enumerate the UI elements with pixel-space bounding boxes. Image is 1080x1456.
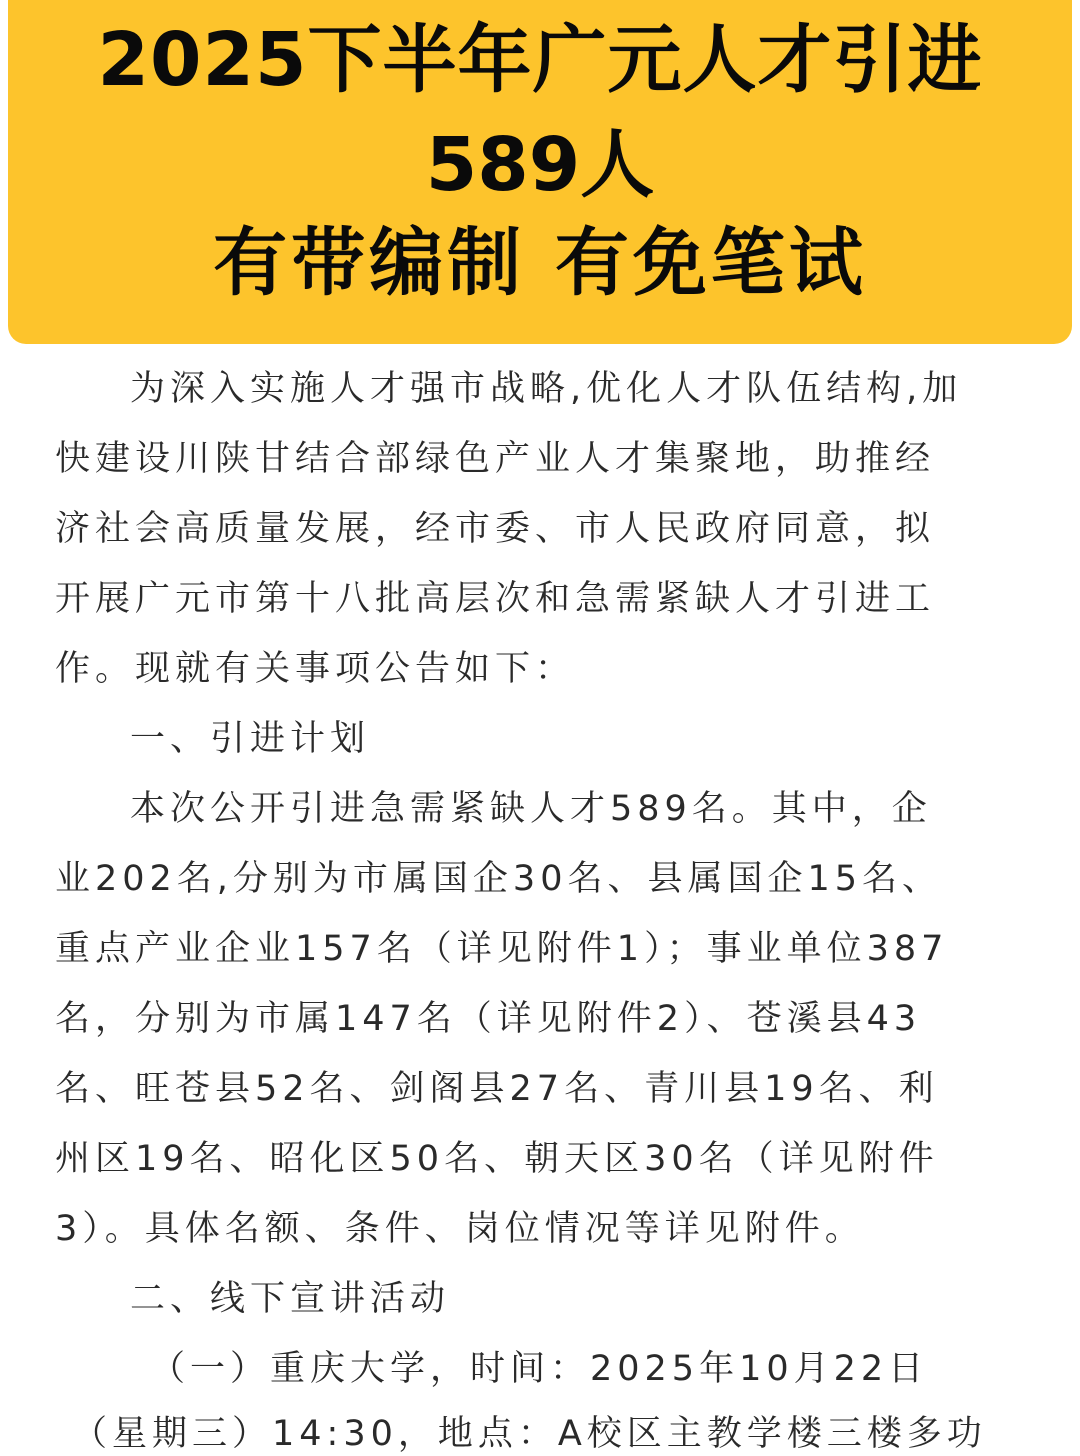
paragraph-line: （一）重庆大学，时间：2025年10月22日 bbox=[150, 1349, 929, 1389]
section-heading-plan: 一、引进计划 bbox=[130, 719, 371, 759]
paragraph-line: 业202名,分别为市属国企30名、县属国企15名、 bbox=[55, 859, 943, 899]
banner-title-line-2: 589人 bbox=[425, 122, 655, 208]
paragraph-line: 名，分别为市属147名（详见附件2）、苍溪县43 bbox=[55, 999, 922, 1039]
paragraph-line: 作。现就有关事项公告如下： bbox=[55, 649, 576, 689]
paragraph-line: 重点产业企业157名（详见附件1）；事业单位387 bbox=[55, 929, 949, 969]
paragraph-line: 济社会高质量发展，经市委、市人民政府同意，拟 bbox=[55, 509, 936, 549]
paragraph-line: 开展广元市第十八批高层次和急需紧缺人才引进工 bbox=[55, 579, 936, 619]
paragraph-line: 州区19名、昭化区50名、朝天区30名（详见附件 bbox=[55, 1139, 939, 1179]
paragraph-line: 3）。具体名额、条件、岗位情况等详见附件。 bbox=[55, 1209, 865, 1249]
section-heading-promotion: 二、线下宣讲活动 bbox=[130, 1279, 451, 1319]
paragraph-line: 名、旺苍县52名、剑阁县27名、青川县19名、利 bbox=[55, 1069, 939, 1109]
banner-title-line-3: 有带编制 有免笔试 bbox=[213, 220, 867, 306]
paragraph-line: 为深入实施人才强市战略,优化人才队伍结构,加 bbox=[130, 369, 963, 409]
paragraph-line: 本次公开引进急需紧缺人才589名。其中，企 bbox=[130, 789, 932, 829]
paragraph-line: 快建设川陕甘结合部绿色产业人才集聚地，助推经 bbox=[55, 439, 936, 479]
paragraph-line: （星期三）14:30，地点：A校区主教学楼三楼多功 bbox=[72, 1414, 987, 1454]
banner-title-line-1: 2025下半年广元人才引进 bbox=[97, 17, 983, 103]
